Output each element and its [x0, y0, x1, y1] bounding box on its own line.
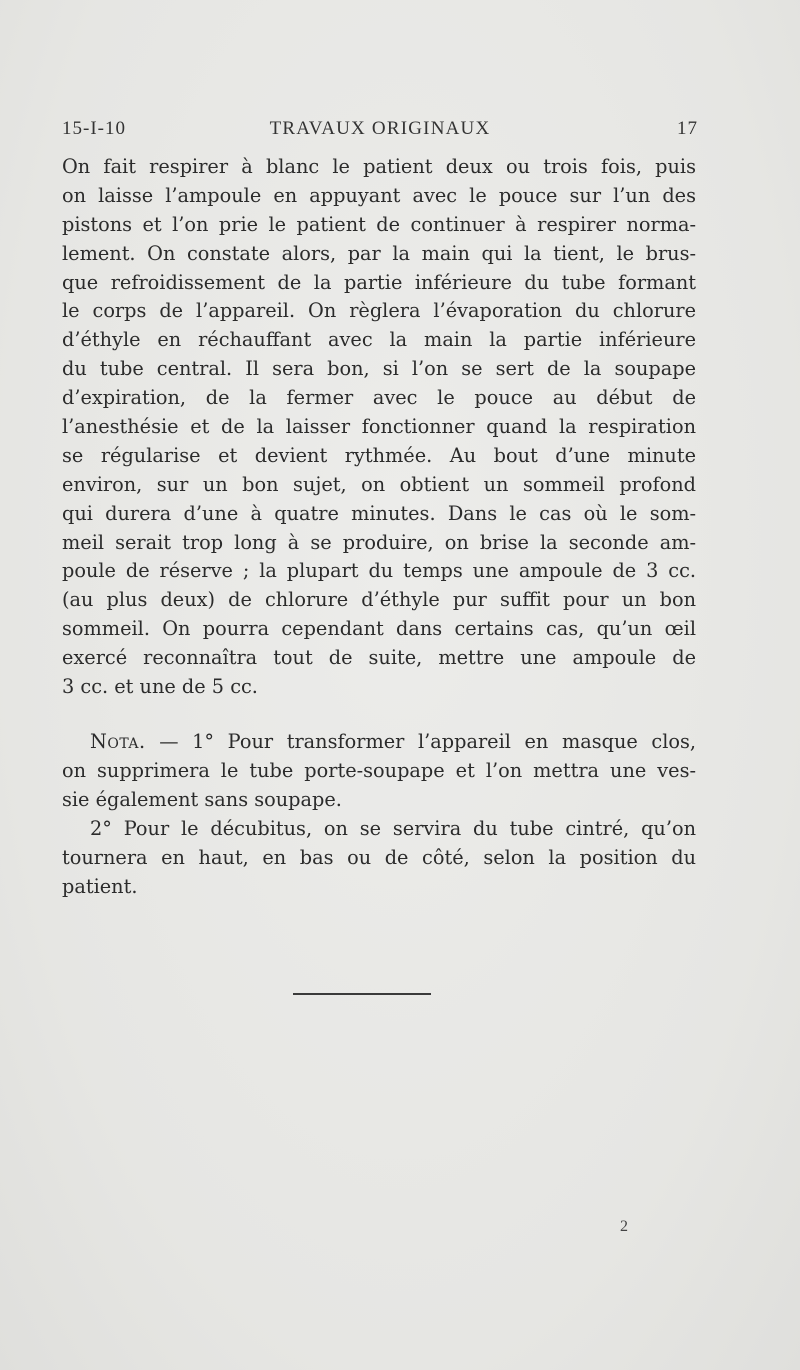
page-number: 17	[677, 118, 698, 139]
text-line: sommeil. On pourra cependant dans certains cas, qu’un œil	[62, 617, 696, 641]
text-line: le corps de l’appareil. On règlera l’évaporation du chlorure	[62, 299, 696, 323]
signature-mark: 2	[620, 1218, 628, 1235]
nota-label: Nota.	[90, 730, 146, 753]
text-line: sie également sans soupape.	[62, 787, 342, 811]
header-section-title: TRAVAUX ORIGINAUX	[269, 118, 491, 139]
text-line: patient.	[62, 874, 138, 898]
text-line: On fait respirer à blanc le patient deux ou trois fois, puis	[62, 155, 696, 178]
text-line: on supprimera le tube porte-soupape et l’on mettra une ves-	[62, 758, 696, 782]
text-line: on laisse l’ampoule en appuyant avec le pouce sur l’un des	[62, 183, 696, 207]
nota-first-line	[62, 728, 696, 757]
text-line: lement. On constate alors, par la main qui la tient, le brus-	[62, 241, 696, 265]
nota-line-text: — 1° Pour transformer l’appareil en masque clos,	[145, 730, 696, 753]
text-line: d’éthyle en réchauffant avec la main la partie inférieure	[62, 328, 696, 352]
paragraph-main	[62, 153, 696, 702]
text-line: meil serait trop long à se produire, on brise la seconde am-	[62, 530, 696, 554]
text-line: poule de réserve ; la plupart du temps une ampoule de 3 cc.	[62, 559, 696, 583]
section-end-rule	[293, 993, 431, 995]
header-date: 15-I-10	[62, 118, 126, 139]
text-line: pistons et l’on prie le patient de continuer à respirer norma-	[62, 212, 696, 236]
text-line: l’anesthésie et de la laisser fonctionner quand la respiration	[62, 415, 696, 439]
text-line: se régularise et devient rythmée. Au bout d’une minute	[62, 443, 696, 467]
text-line: exercé reconnaîtra tout de suite, mettre une ampoule de	[62, 646, 696, 670]
text-line: environ, sur un bon sujet, on obtient un sommeil profond	[62, 472, 696, 496]
text-line: qui durera d’une à quatre minutes. Dans le cas où le som-	[62, 501, 696, 525]
text-line: du tube central. Il sera bon, si l’on se sert de la soupape	[62, 357, 696, 381]
text-line: tournera en haut, en bas ou de côté, selon la position du	[62, 845, 696, 869]
paragraph-nota	[62, 728, 696, 815]
running-head	[62, 118, 698, 146]
text-line: d’expiration, de la fermer avec le pouce au début de	[62, 386, 696, 410]
text-line: que refroidissement de la partie inférieure du tube formant	[62, 270, 696, 294]
text-line: 3 cc. et une de 5 cc.	[62, 675, 258, 699]
text-line: 2° Pour le décubitus, on se servira du tube cintré, qu’on	[90, 817, 696, 840]
text-line: (au plus deux) de chlorure d’éthyle pur suffit pour un bon	[62, 588, 696, 612]
paragraph-decubitus	[62, 815, 696, 902]
